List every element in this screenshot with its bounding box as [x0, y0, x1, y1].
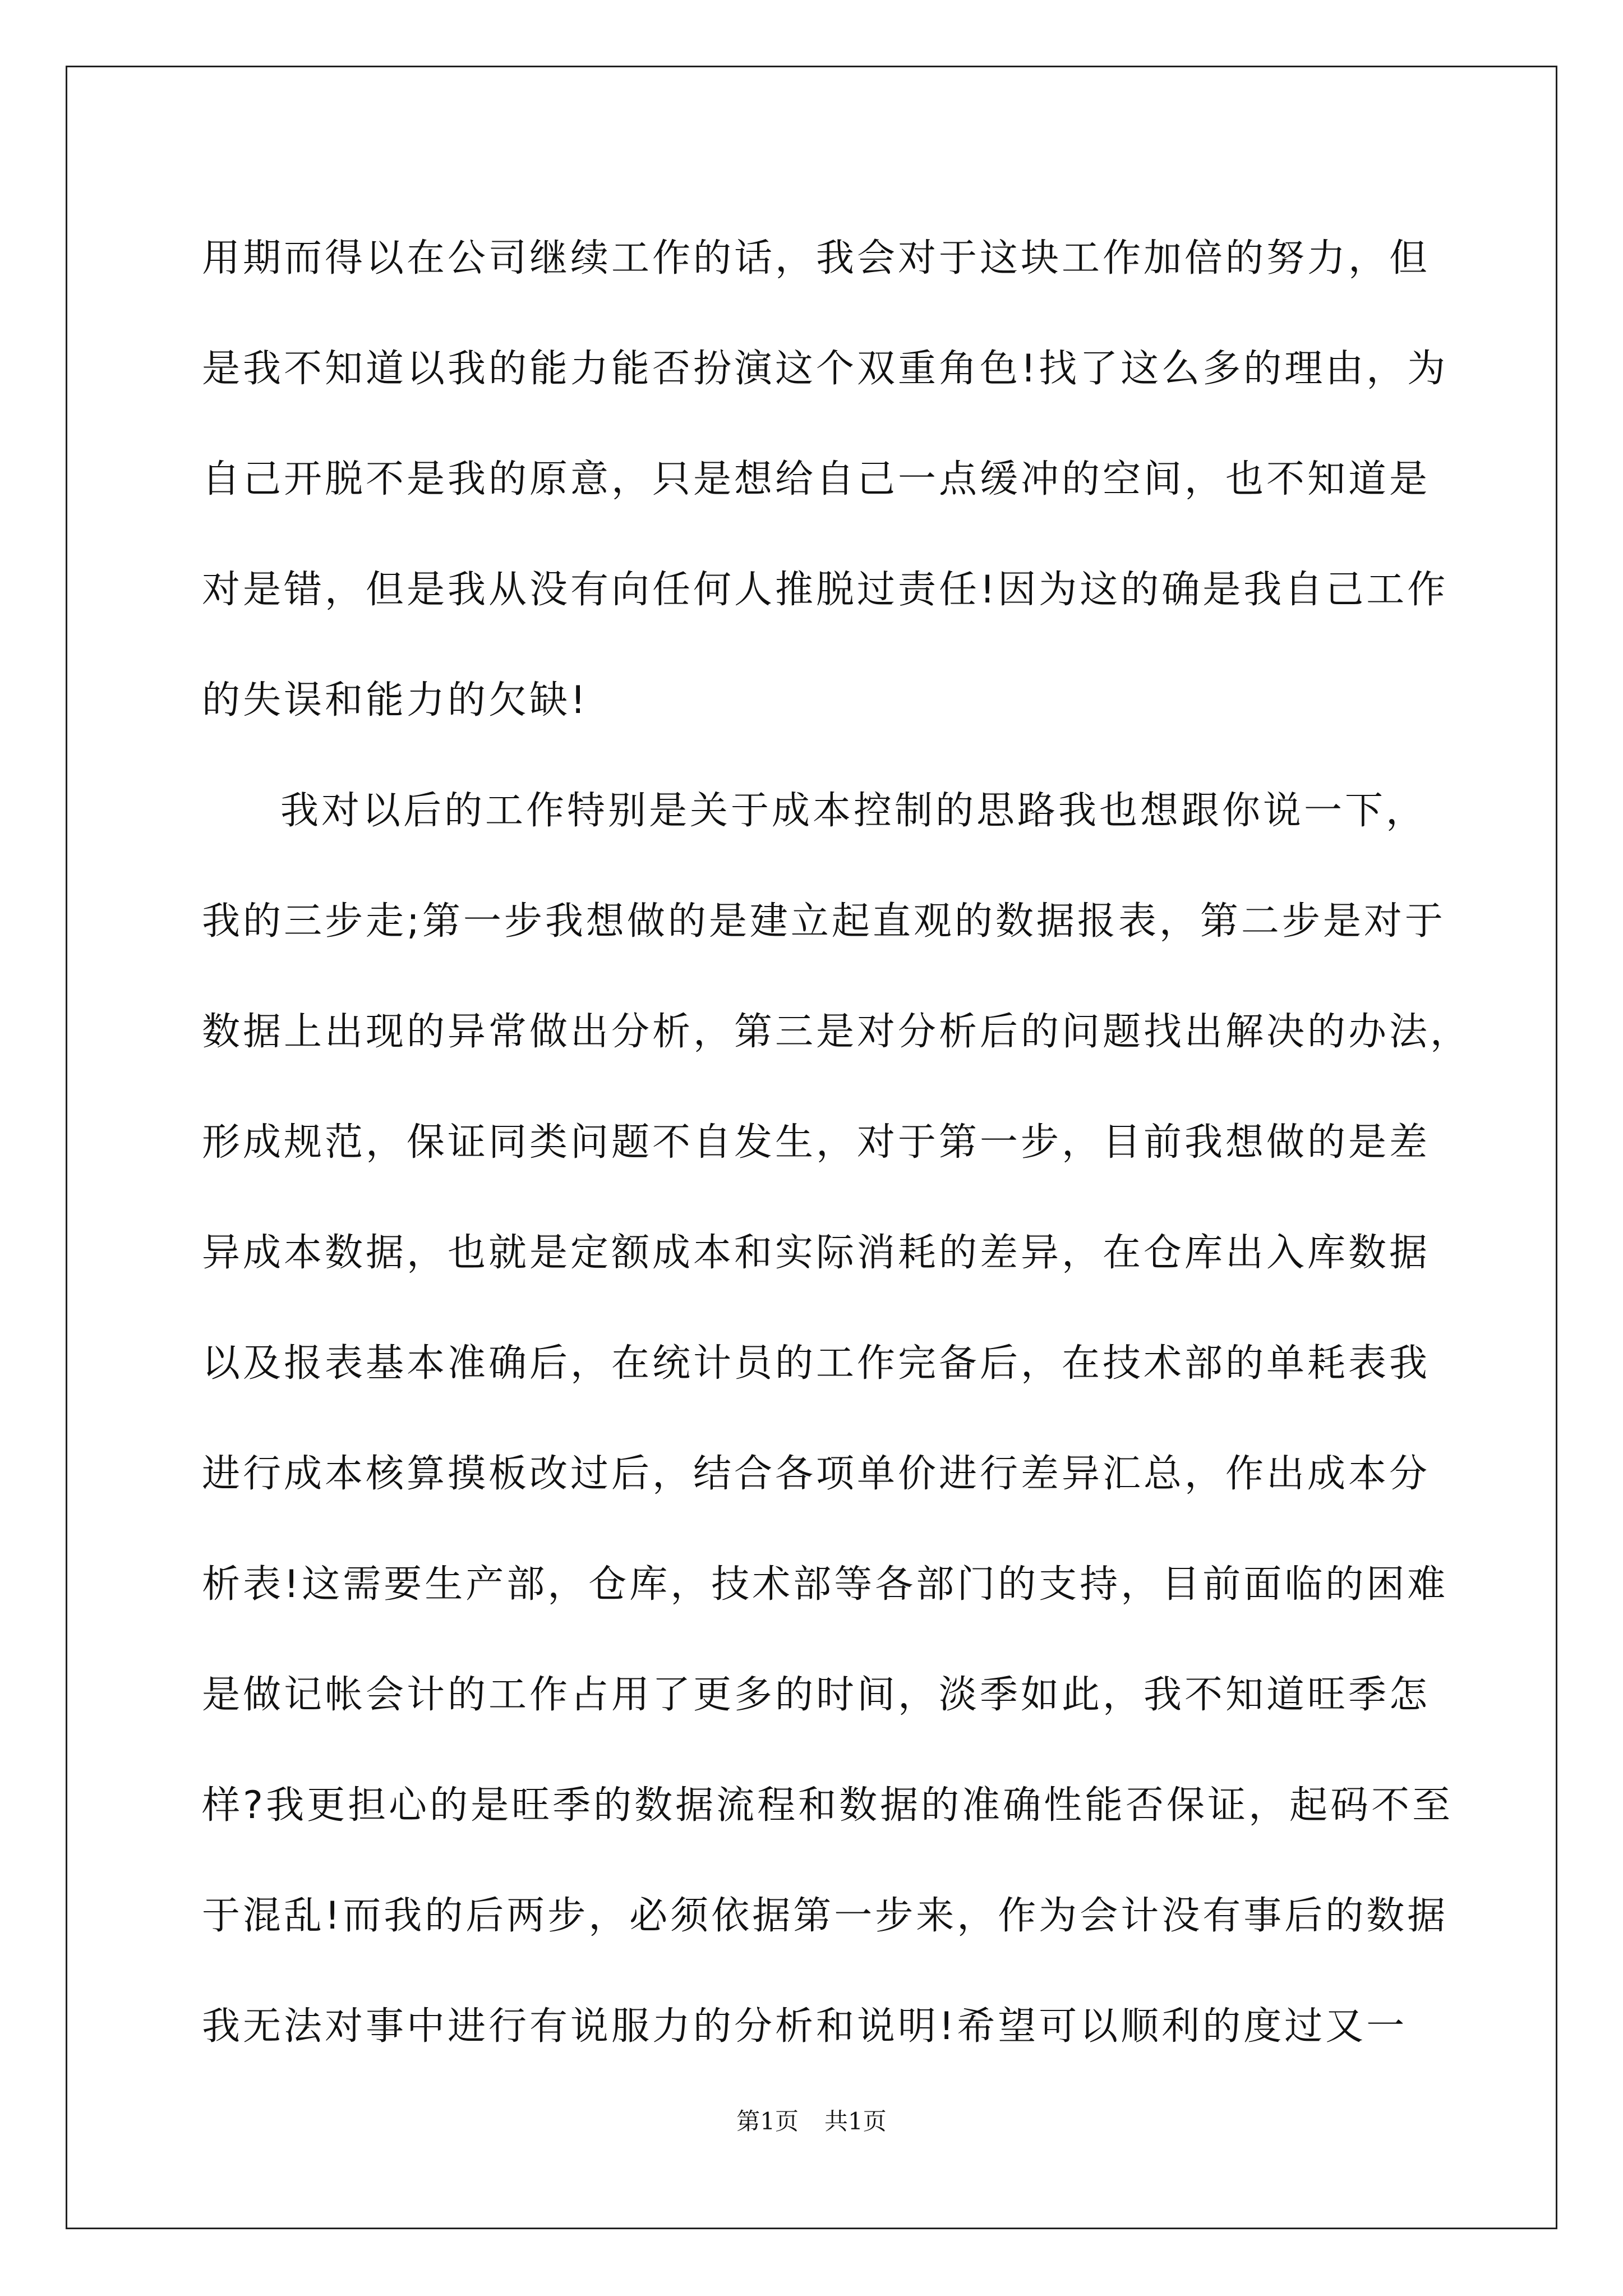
- text-line: 析表!这需要生产部，仓库，技术部等各部门的支持，目前面临的困难: [202, 1562, 1449, 1607]
- page-number: 第1页: [736, 2108, 799, 2135]
- text-line: 形成规范，保证同类问题不自发生，对于第一步，目前我想做的是差: [202, 1120, 1431, 1165]
- text-line: 于混乱!而我的后两步，必须依据第一步来，作为会计没有事后的数据: [202, 1894, 1449, 1938]
- text-line: 我对以后的工作特别是关于成本控制的思路我也想跟你说一下，: [280, 789, 1427, 833]
- text-line: 样?我更担心的是旺季的数据流程和数据的准确性能否保证，起码不至: [202, 1783, 1454, 1828]
- text-line: 对是错，但是我从没有向任何人推脱过责任!因为这的确是我自己工作: [202, 568, 1449, 612]
- document-body: [202, 203, 1472, 2082]
- text-line: 异成本数据，也就是定额成本和实际消耗的差异，在仓库出入库数据: [202, 1231, 1431, 1275]
- text-line: 我的三步走;第一步我想做的是建立起直观的数据报表，第二步是对于: [202, 899, 1446, 944]
- text-line: 是做记帐会计的工作占用了更多的时间，淡季如此，我不知道旺季怎: [202, 1673, 1431, 1717]
- page-footer: [0, 2105, 1623, 2138]
- text-line: 以及报表基本准确后，在统计员的工作完备后，在技术部的单耗表我: [202, 1341, 1431, 1386]
- text-line: 数据上出现的异常做出分析，第三是对分析后的问题找出解决的办法，: [202, 1010, 1472, 1054]
- text-line: 的失误和能力的欠缺!: [202, 678, 589, 723]
- text-line: 用期而得以在公司继续工作的话，我会对于这块工作加倍的努力，但: [202, 236, 1431, 280]
- text-line: 是我不知道以我的能力能否扮演这个双重角色!找了这么多的理由，为: [202, 347, 1449, 391]
- text-line: 进行成本核算摸板改过后，结合各项单价进行差异汇总，作出成本分: [202, 1452, 1431, 1496]
- text-line: 自己开脱不是我的原意，只是想给自己一点缓冲的空间，也不知道是: [202, 457, 1431, 501]
- page-total: 共1页: [824, 2108, 887, 2135]
- text-line: 我无法对事中进行有说服力的分析和说明!希望可以顺利的度过又一: [202, 2004, 1408, 2049]
